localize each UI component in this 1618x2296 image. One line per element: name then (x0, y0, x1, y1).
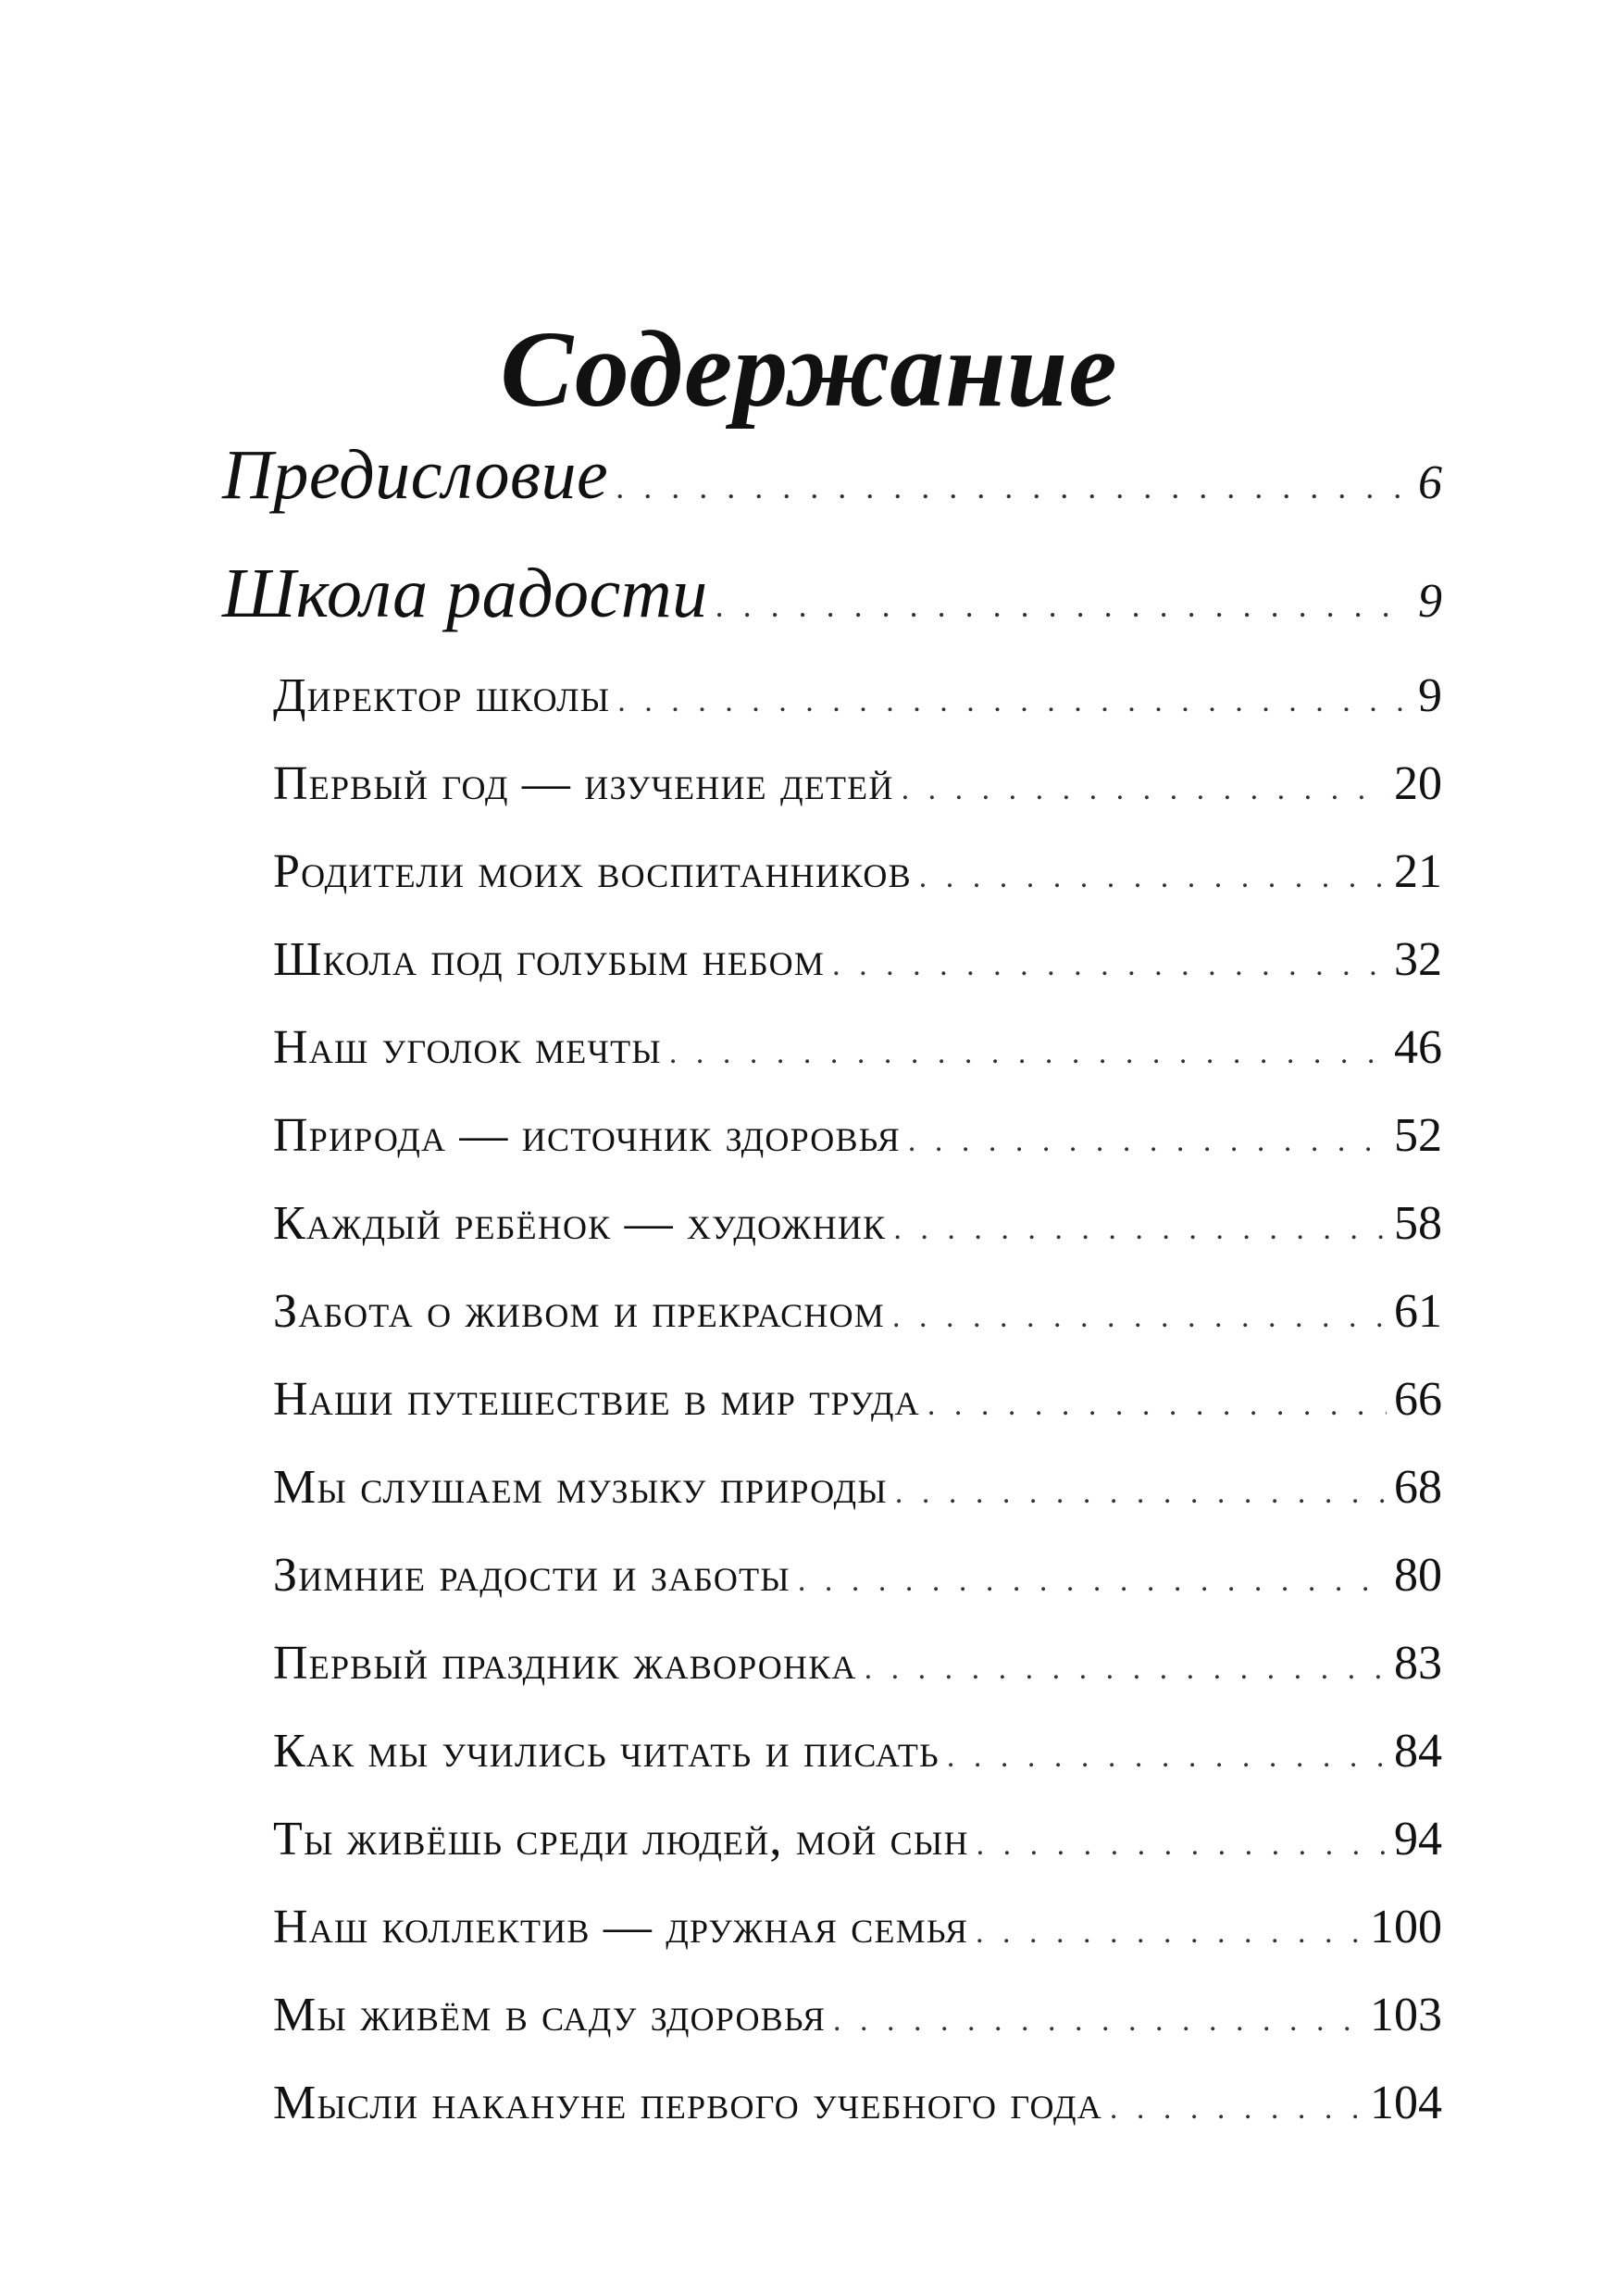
toc-dot-leader (893, 1212, 1387, 1247)
toc-page-number: 58 (1394, 1197, 1442, 1250)
toc-dot-leader (902, 772, 1387, 807)
toc-page-number: 9 (1418, 575, 1442, 628)
toc-page-number: 46 (1394, 1021, 1442, 1074)
toc-chapter[interactable] (273, 2076, 1442, 2140)
toc-dot-leader (977, 1828, 1387, 1863)
toc-chapter-label: Мысли накануне первого учебного года (273, 2077, 1102, 2129)
toc-page-number: 9 (1418, 669, 1442, 722)
toc-chapter-label: Директор школы (273, 669, 611, 722)
toc-chapter-label: Мы живём в саду здоровья (273, 1989, 827, 2041)
toc-page-number: 83 (1394, 1637, 1442, 1690)
toc-chapter-label: Школа под голубым небом (273, 933, 826, 986)
toc-page-number: 21 (1394, 845, 1442, 898)
toc-dot-leader (865, 1652, 1387, 1687)
toc-chapter-label: Забота о живом и прекрасном (273, 1285, 885, 1338)
toc-chapter-label: Ты живёшь среди людей, мой сын (273, 1813, 969, 1866)
toc-section-preface[interactable] (222, 435, 1442, 528)
toc-chapter-label: Родители моих воспитанников (273, 845, 912, 898)
toc-page-number: 66 (1394, 1373, 1442, 1426)
toc-page-number: 104 (1370, 2077, 1442, 2129)
toc-chapter-label: Мы слушаем музыку природы (273, 1461, 888, 1514)
toc-chapter-label: Наш уголок мечты (273, 1021, 662, 1074)
toc-dot-leader (1110, 2091, 1363, 2127)
toc-page-number: 52 (1394, 1109, 1442, 1162)
toc-page-number: 68 (1394, 1461, 1442, 1514)
toc-chapter-label: Каждый ребёнок — художник (273, 1197, 887, 1250)
toc-page-number: 32 (1394, 933, 1442, 986)
toc-chapter[interactable] (273, 1900, 1442, 1965)
toc-dot-leader (892, 1300, 1387, 1335)
toc-dot-leader (832, 948, 1387, 983)
toc-chapter[interactable] (273, 1988, 1442, 2053)
toc-chapter-label: Зимние радости и заботы (273, 1549, 790, 1602)
toc-section-label: Школа радости (222, 555, 708, 632)
toc-chapter[interactable] (273, 932, 1442, 997)
toc-chapter[interactable] (273, 1812, 1442, 1877)
toc-page-number: 103 (1370, 1989, 1442, 2041)
toc-page-number: 61 (1394, 1285, 1442, 1338)
toc-chapter-label: Природа — источник здоровья (273, 1109, 901, 1162)
toc-chapter[interactable] (273, 1724, 1442, 1789)
toc-chapter[interactable] (273, 1548, 1442, 1613)
toc-chapter[interactable] (273, 844, 1442, 909)
toc-chapter[interactable] (273, 1196, 1442, 1261)
toc-dot-leader (617, 684, 1411, 719)
toc-chapter[interactable] (273, 756, 1442, 821)
toc-dot-leader (798, 1564, 1387, 1599)
toc-dot-leader (908, 1124, 1387, 1159)
toc-chapter[interactable] (273, 668, 1442, 733)
toc-chapter[interactable] (273, 1284, 1442, 1349)
toc-page-number: 80 (1394, 1549, 1442, 1602)
toc-dot-leader (927, 1388, 1387, 1423)
toc-page-number: 94 (1394, 1813, 1442, 1866)
toc-dot-leader (919, 860, 1387, 895)
toc-chapter[interactable] (273, 1108, 1442, 1173)
toc-page-number: 6 (1418, 456, 1442, 509)
toc-chapter-label: Первый праздник жаворонка (273, 1637, 857, 1690)
toc-dot-leader (976, 1915, 1363, 1951)
toc-chapter[interactable] (273, 1020, 1442, 1085)
toc-page-number: 100 (1370, 1901, 1442, 1953)
toc-chapter[interactable] (273, 1372, 1442, 1437)
toc-section-school-of-joy[interactable] (222, 554, 1442, 646)
toc-dot-leader (616, 468, 1411, 506)
toc-dot-leader (947, 1740, 1387, 1775)
toc-chapter-label: Первый год — изучение детей (273, 757, 894, 810)
toc-page-number: 84 (1394, 1725, 1442, 1778)
page-title: Содержание (500, 308, 1118, 430)
toc-page-number: 20 (1394, 757, 1442, 810)
toc-chapter-label: Как мы учились читать и писать (273, 1725, 940, 1778)
toc-dot-leader (716, 586, 1411, 625)
toc-chapter-label: Наши путешествие в мир труда (273, 1373, 920, 1426)
toc-dot-leader (833, 2003, 1363, 2039)
toc-chapter[interactable] (273, 1460, 1442, 1525)
toc-dot-leader (895, 1476, 1387, 1511)
toc-dot-leader (669, 1036, 1387, 1071)
toc-chapter[interactable] (273, 1636, 1442, 1701)
toc-section-label: Предисловие (222, 436, 609, 514)
toc-chapter-label: Наш коллектив — дружная семья (273, 1901, 969, 1953)
